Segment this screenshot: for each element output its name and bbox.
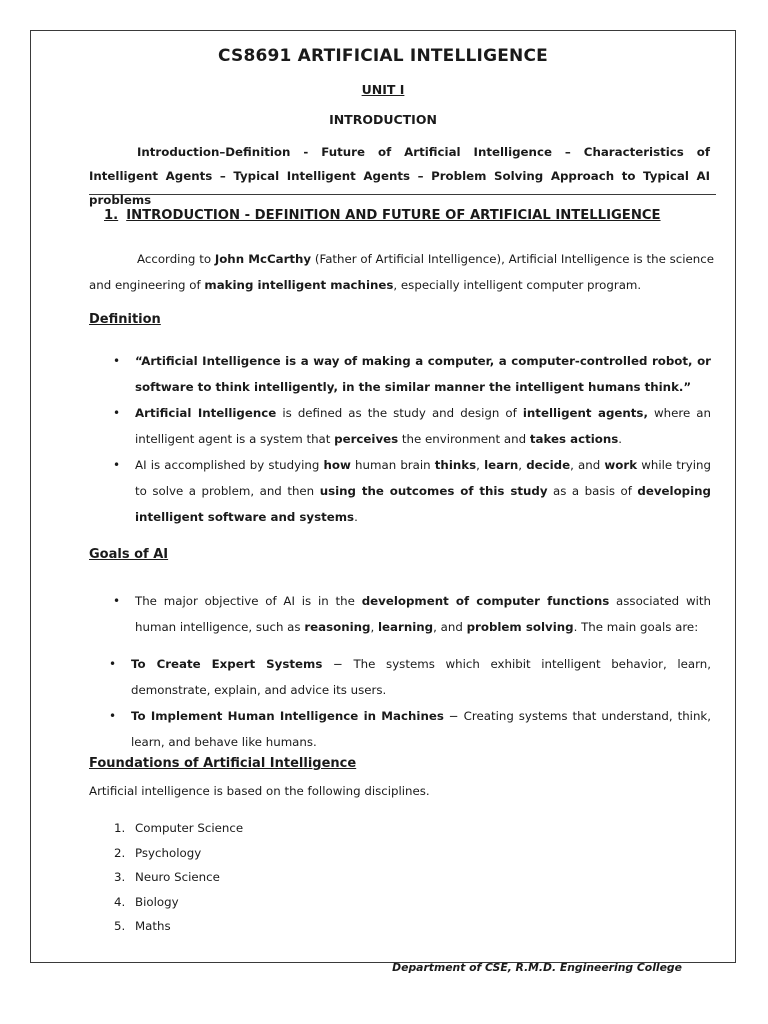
list-item: 5. Maths	[114, 919, 171, 934]
list-item: • Artificial Intelligence is defined as the study and design of intelligent agents, where an intelligent agent is a system that perceives the environment and takes actions.	[89, 400, 711, 452]
bullet-icon: •	[113, 594, 121, 608]
definition-heading: Definition	[89, 312, 161, 327]
foundations-intro: Artificial intelligence is based on the following disciplines.	[89, 784, 430, 798]
list-item: 2. Psychology	[114, 845, 202, 860]
disciplines-list	[89, 816, 243, 939]
intro-heading: INTRODUCTION	[329, 112, 437, 127]
bullet-icon: •	[113, 406, 121, 420]
section-number: 1.	[104, 208, 119, 223]
section-heading	[104, 208, 661, 223]
unit-label: UNIT I	[361, 82, 405, 97]
intro-paragraph: According to John McCarthy (Father of Artificial Intelligence), Artificial Intelligence is the science and engineering of making intelligent machines, especially intelligent computer program.	[89, 252, 714, 292]
list-item: 1. Computer Science	[114, 821, 244, 835]
list-item: • The major objective of AI is in the development of computer functions associated with human intelligence, such as reasoning, learning, and problem solving. The main goals are:	[89, 588, 711, 640]
document-title: CS8691 ARTIFICIAL INTELLIGENCE	[218, 46, 548, 66]
bullet-icon: •	[109, 709, 117, 723]
topics-list: Introduction–Definition - Future of Artificial Intelligence – Characteristics of Intelligent Agents – Typical Intelligent Agents – Problem Solving Approach to Typical AI problems	[89, 145, 710, 207]
section-title: INTRODUCTION - DEFINITION AND FUTURE OF ARTIFICIAL INTELLIGENCE	[126, 208, 661, 223]
bullet-icon: •	[109, 657, 117, 671]
definition-list	[89, 348, 711, 530]
bullet-icon: •	[113, 458, 121, 472]
goals-objective-list	[89, 588, 711, 640]
page-footer: Department of CSE, R.M.D. Engineering College	[392, 961, 682, 974]
list-item: 3. Neuro Science	[114, 870, 220, 885]
list-item: • To Create Expert Systems − The systems which exhibit intelligent behavior, learn, demonstrate, explain, and advice its users.	[85, 651, 711, 703]
goals-heading: Goals of AI	[89, 547, 169, 562]
foundations-heading: Foundations of Artificial Intelligence	[89, 756, 357, 771]
goals-list	[85, 651, 711, 755]
list-item: • “Artificial Intelligence is a way of making a computer, a computer-controlled robot, or software to think intelligently, in the similar manner the intelligent humans think.”	[89, 348, 711, 400]
bullet-icon: •	[113, 354, 121, 368]
list-item: • To Implement Human Intelligence in Machines − Creating systems that understand, think, learn, and behave like humans.	[85, 703, 711, 755]
list-item: 4. Biology	[114, 894, 179, 909]
header-divider	[89, 194, 716, 195]
list-item: • AI is accomplished by studying how human brain thinks, learn, decide, and work while trying to solve a problem, and then using the outcomes of this study as a basis of developing intelligent software and systems.	[89, 452, 711, 530]
